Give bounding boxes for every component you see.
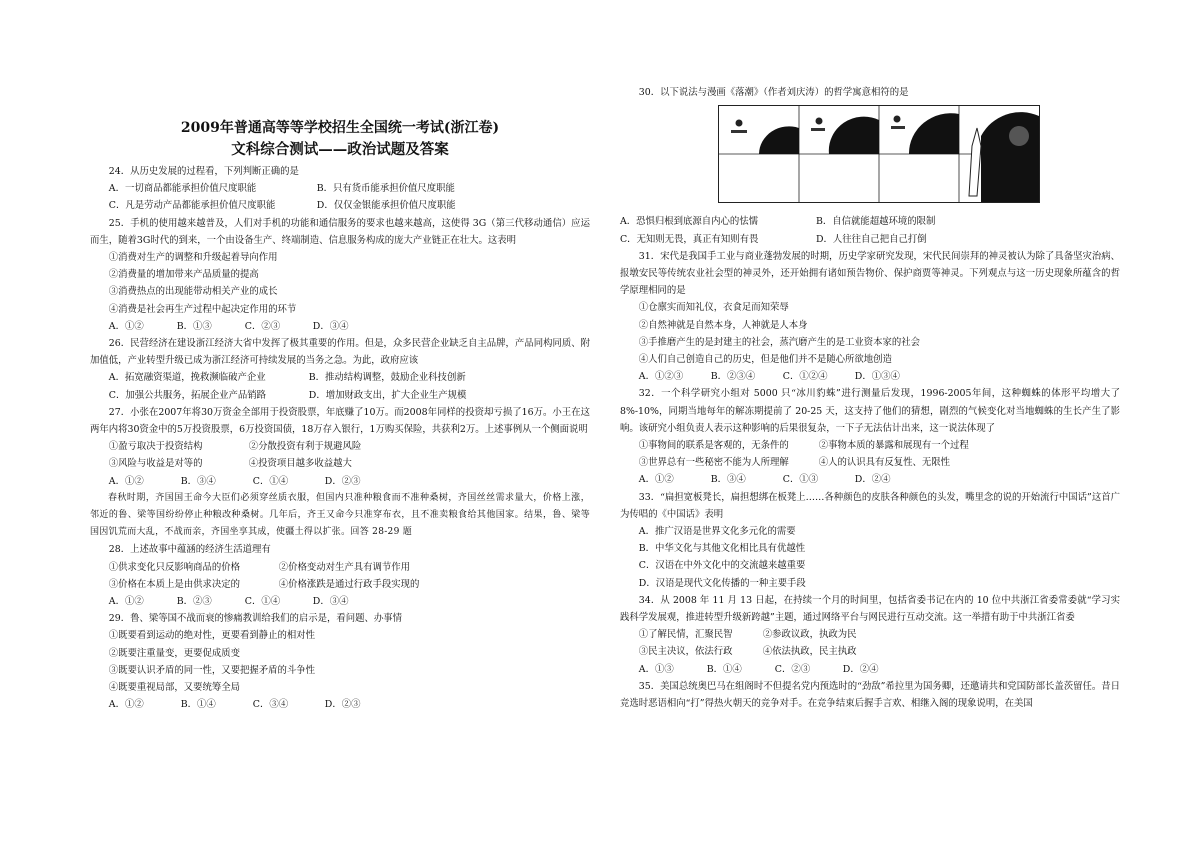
q34-choice-c: C．②③ (774, 663, 811, 675)
q31-item: ②自然神就是自然本身，人神就是人本身 (638, 319, 808, 331)
page-title: 2009年普通高等等学校招生全国统一考试(浙江卷) (180, 120, 500, 136)
q33-option-a: A．推广汉语是世界文化多元化的需要 (638, 526, 796, 538)
q34-item: ①了解民情，汇聚民智 (638, 629, 733, 641)
question-33 (620, 489, 1120, 592)
q24-option-d: D．仅仅金银能承担价值尺度职能 (316, 200, 456, 212)
q31-choice-d: D．①③④ (854, 371, 900, 383)
q27-item: ④投资项目越多收益越大 (248, 458, 352, 470)
q34-choice-b: B．①④ (706, 663, 742, 675)
q25-stem: 25．手机的使用越来越普及，人们对手机的功能和通信服务的要求也越来越高，这使得 3G（第三代移动通信）应运而生，随着3G时代的到来，一个由设备生产、终端制造、信息服务构成的庞大产业链正在壮大。这表明 (90, 217, 590, 246)
q34-choice-a: A．①③ (638, 663, 674, 675)
q29-stem: 29．鲁、梁等国不战而衰的惨痛教训给我们的启示是，看问题、办事情 (108, 613, 402, 625)
q32-item: ①事物间的联系是客观的，无条件的 (638, 440, 789, 452)
q29-choice-b: B．①④ (180, 699, 216, 711)
q26-option-a: A．拓宽融资渠道，挽救濒临破产企业 (108, 372, 266, 384)
question-29 (90, 610, 590, 713)
left-column (90, 118, 590, 714)
q28-choice-b: B．②③ (176, 596, 212, 608)
q27-choice-c: C．①④ (252, 475, 289, 487)
q28-stem: 28．上述故事中蕴涵的经济生活道理有 (108, 544, 271, 556)
q27-item: ①盈亏取决于投资结构 (108, 441, 203, 453)
q25-choice-a: A．①② (108, 320, 144, 332)
q26-stem: 26．民营经济在建设浙江经济大省中发挥了极其重要的作用。但是，众多民营企业缺乏自主品牌，产品同构同质、附加值低，产业转型升级已成为浙江经济可持续发展的当务之急。为此，政府应该 (90, 338, 590, 367)
q29-choice-c: C．③④ (252, 699, 289, 711)
q32-choice-d: D．②④ (854, 474, 891, 486)
q26-option-d: D．增加财政支出，扩大企业生产规模 (308, 389, 467, 401)
q29-item: ④既要重视局部，又要统筹全局 (108, 682, 241, 694)
q27-stem: 27．小张在2007年将30万资金全部用于投资股票，年底赚了10万。而2008年同样的投资却亏损了16万。小王在这两年内将30资金中的5万投资股票，6万投资国债，18万存入银行，1万购买保险，共获利2万。上述事例从一个侧面说明 (90, 406, 590, 436)
right-column (620, 84, 1120, 712)
q31-item: ③手推磨产生的是封建主的社会，蒸汽磨产生的是工业资本家的社会 (638, 336, 921, 348)
question-28 (90, 541, 590, 610)
q29-item: ③既要认识矛盾的同一性，又要把握矛盾的斗争性 (108, 664, 316, 676)
q29-choice-a: A．①② (108, 699, 144, 711)
q28-item: ④价格涨跌是通过行政手段实现的 (278, 578, 420, 590)
q31-choice-b: B．②③④ (710, 371, 756, 383)
q33-option-b: B．中华文化与其他文化相比具有优越性 (638, 543, 806, 555)
question-32 (620, 385, 1120, 488)
q30-option-d: D．人往往自己把自己打倒 (816, 233, 927, 245)
q31-choice-a: A．①②③ (638, 371, 684, 383)
question-30 (620, 84, 1120, 248)
q25-item: ④消费是社会再生产过程中起决定作用的环节 (108, 303, 297, 315)
question-24 (90, 163, 590, 215)
q25-item: ③消费热点的出现能带动相关产业的成长 (108, 286, 278, 298)
q28-choice-a: A．①② (108, 596, 144, 608)
question-35 (620, 678, 1120, 712)
q27-choice-a: A．①② (108, 475, 144, 487)
q34-item: ④依法执政，民主执政 (762, 646, 857, 658)
q25-choice-c: C．②③ (244, 320, 281, 332)
question-31 (620, 248, 1120, 386)
q24-option-a: A．一切商品都能承担价值尺度职能 (108, 183, 257, 195)
q24-stem: 24．从历史发展的过程看，下列判断正确的是 (108, 166, 299, 177)
q32-item: ②事物本质的暴露和展现有一个过程 (818, 440, 969, 452)
q30-option-a: A．恐惧归根到底源自内心的怯懦 (620, 216, 759, 228)
q32-item: ③世界总有一些秘密不能为人所理解 (638, 457, 789, 469)
q35-stem: 35．美国总统奥巴马在组阁时不但提名党内预选时的“劲敌”希拉里为国务卿，还邀请共和党国防部长盖茨留任。昔日竞选时恶语相向“打”得热火朝天的竞争对手。在竞争结束后握手言欢、相继入阁的现象说明，在美国 (620, 680, 1120, 710)
q28-choice-d: D．③④ (312, 596, 349, 608)
q25-item: ②消费量的增加带来产品质量的提高 (108, 269, 259, 281)
question-27 (90, 404, 590, 490)
q25-choice-d: D．③④ (312, 320, 349, 332)
q29-item: ②既要注重量变，更要促成质变 (108, 647, 241, 659)
q33-option-d: D．汉语是现代文化传播的一种主要手段 (638, 577, 806, 589)
q31-stem: 31．宋代是我国手工业与商业蓬勃发展的时期，历史学家研究发现，宋代民间崇拜的神灵被认为除了具备坚灾治病、报墩安民等传统农业社会型的神灵外，还开始拥有诸如预告物价、保护商贾等神灵。下列观点与这一历史现象所蕴含的哲学原理相同的是 (620, 250, 1120, 297)
q28-item: ①供求变化只反影响商品的价格 (108, 561, 241, 573)
page-subtitle: 文科综合测试——政治试题及答案 (231, 141, 449, 158)
q34-item: ②参政议政，执政为民 (762, 629, 857, 641)
q32-choice-b: B．③④ (710, 474, 746, 486)
q30-option-c: C．无知则无畏，真正有知则有畏 (620, 233, 759, 245)
q27-choice-d: D．②③ (324, 475, 361, 487)
q25-item: ①消费对生产的调整和升级起着导向作用 (108, 252, 278, 264)
reading-passage: 春秋时期，齐国国王命今大臣们必须穿丝质衣服，但国内只准种粮食而不准种桑树，齐国丝丝需求量大，价格上涨，邻近的鲁、梁等国纷纷停止种粮改种桑树。几年后，齐王又命今只准穿布衣，且不准卖粮食给其他国家。结果，鲁、梁等国因饥荒而大乱，不战而亲，齐国坐享其成，使疆土得以扩张。回答 28-29 题 (90, 492, 590, 538)
q28-choice-c: C．①④ (244, 596, 281, 608)
q34-stem: 34．从 2008 年 11 月 13 日起，在持续一个月的时间里，包括省委书记在内的 10 位中共浙江省委常委就“学习实践科学发展观，推进转型升级新跨越”主题，通过网络平台与网民进行互动交流。这一举措有助于中共浙江省委 (620, 594, 1120, 624)
q25-choice-b: B．①③ (176, 320, 212, 332)
q34-choice-d: D．②④ (842, 663, 879, 675)
question-25 (90, 215, 590, 335)
q33-option-c: C．汉语在中外文化中的交流越来越重要 (638, 560, 806, 572)
q27-item: ②分散投资有利于规避风险 (248, 441, 362, 453)
q34-item: ③民主决议，依法行政 (638, 646, 733, 658)
q32-stem: 32．一个科学研究小组对 5000 只“冰川豹蛛”进行测量后发现，1996-2005年间，这种蜘蛛的体形平均增大了 8%-10%，同期当地每年的解冻期提前了 20-25 天，这支持了他们的猜想，剧烈的气候变化对当地蜘蛛的生长产生了影响。该研究小组负责人表示这种影响的后果很复杂，一下子无法估计出来，这一说法体现了 (620, 388, 1120, 434)
q32-item: ④人的认识具有反复性、无限性 (818, 457, 951, 469)
q31-item: ①仓廪实而知礼仪，衣食足而知荣辱 (638, 302, 789, 314)
q32-choice-c: C．①③ (782, 474, 819, 486)
q26-option-b: B．推动结构调整，鼓励企业科技创新 (308, 372, 466, 384)
q27-item: ③风险与收益是对等的 (108, 458, 203, 470)
question-26 (90, 335, 590, 404)
q29-choice-d: D．②③ (324, 699, 361, 711)
q24-option-c: C．凡是劳动产品都能承担价值尺度职能 (108, 200, 276, 212)
q29-item: ①既要看到运动的绝对性，更要看到静止的相对性 (108, 630, 316, 642)
q27-choice-b: B．③④ (180, 475, 216, 487)
q31-item: ④人们自己创造自己的历史，但是他们并不是随心所欲地创造 (638, 354, 892, 366)
q28-item: ③价格在本质上是由供求决定的 (108, 578, 241, 590)
question-34 (620, 592, 1120, 678)
q28-item: ②价格变动对生产具有调节作用 (278, 561, 411, 573)
q24-option-b: B．只有货币能承担价值尺度职能 (316, 183, 455, 195)
q30-option-b: B．自信就能超越环境的限制 (816, 216, 936, 228)
q33-stem: 33．“扁担宽板凳长，扁担想绑在板凳上……各种颜色的皮肤各种颜色的头发，嘴里念的说的开始流行中国话”这首广为传唱的《中国话》表明 (620, 491, 1120, 520)
q31-choice-c: C．①②④ (782, 371, 828, 383)
q32-choice-a: A．①② (638, 474, 674, 486)
cartoon-image (718, 105, 1040, 203)
q30-stem: 30．以下说法与漫画《落潮》（作者刘庆涛）的哲学寓意相符的是 (638, 87, 909, 98)
q26-option-c: C．加强公共服务，拓展企业产品销路 (108, 389, 266, 401)
